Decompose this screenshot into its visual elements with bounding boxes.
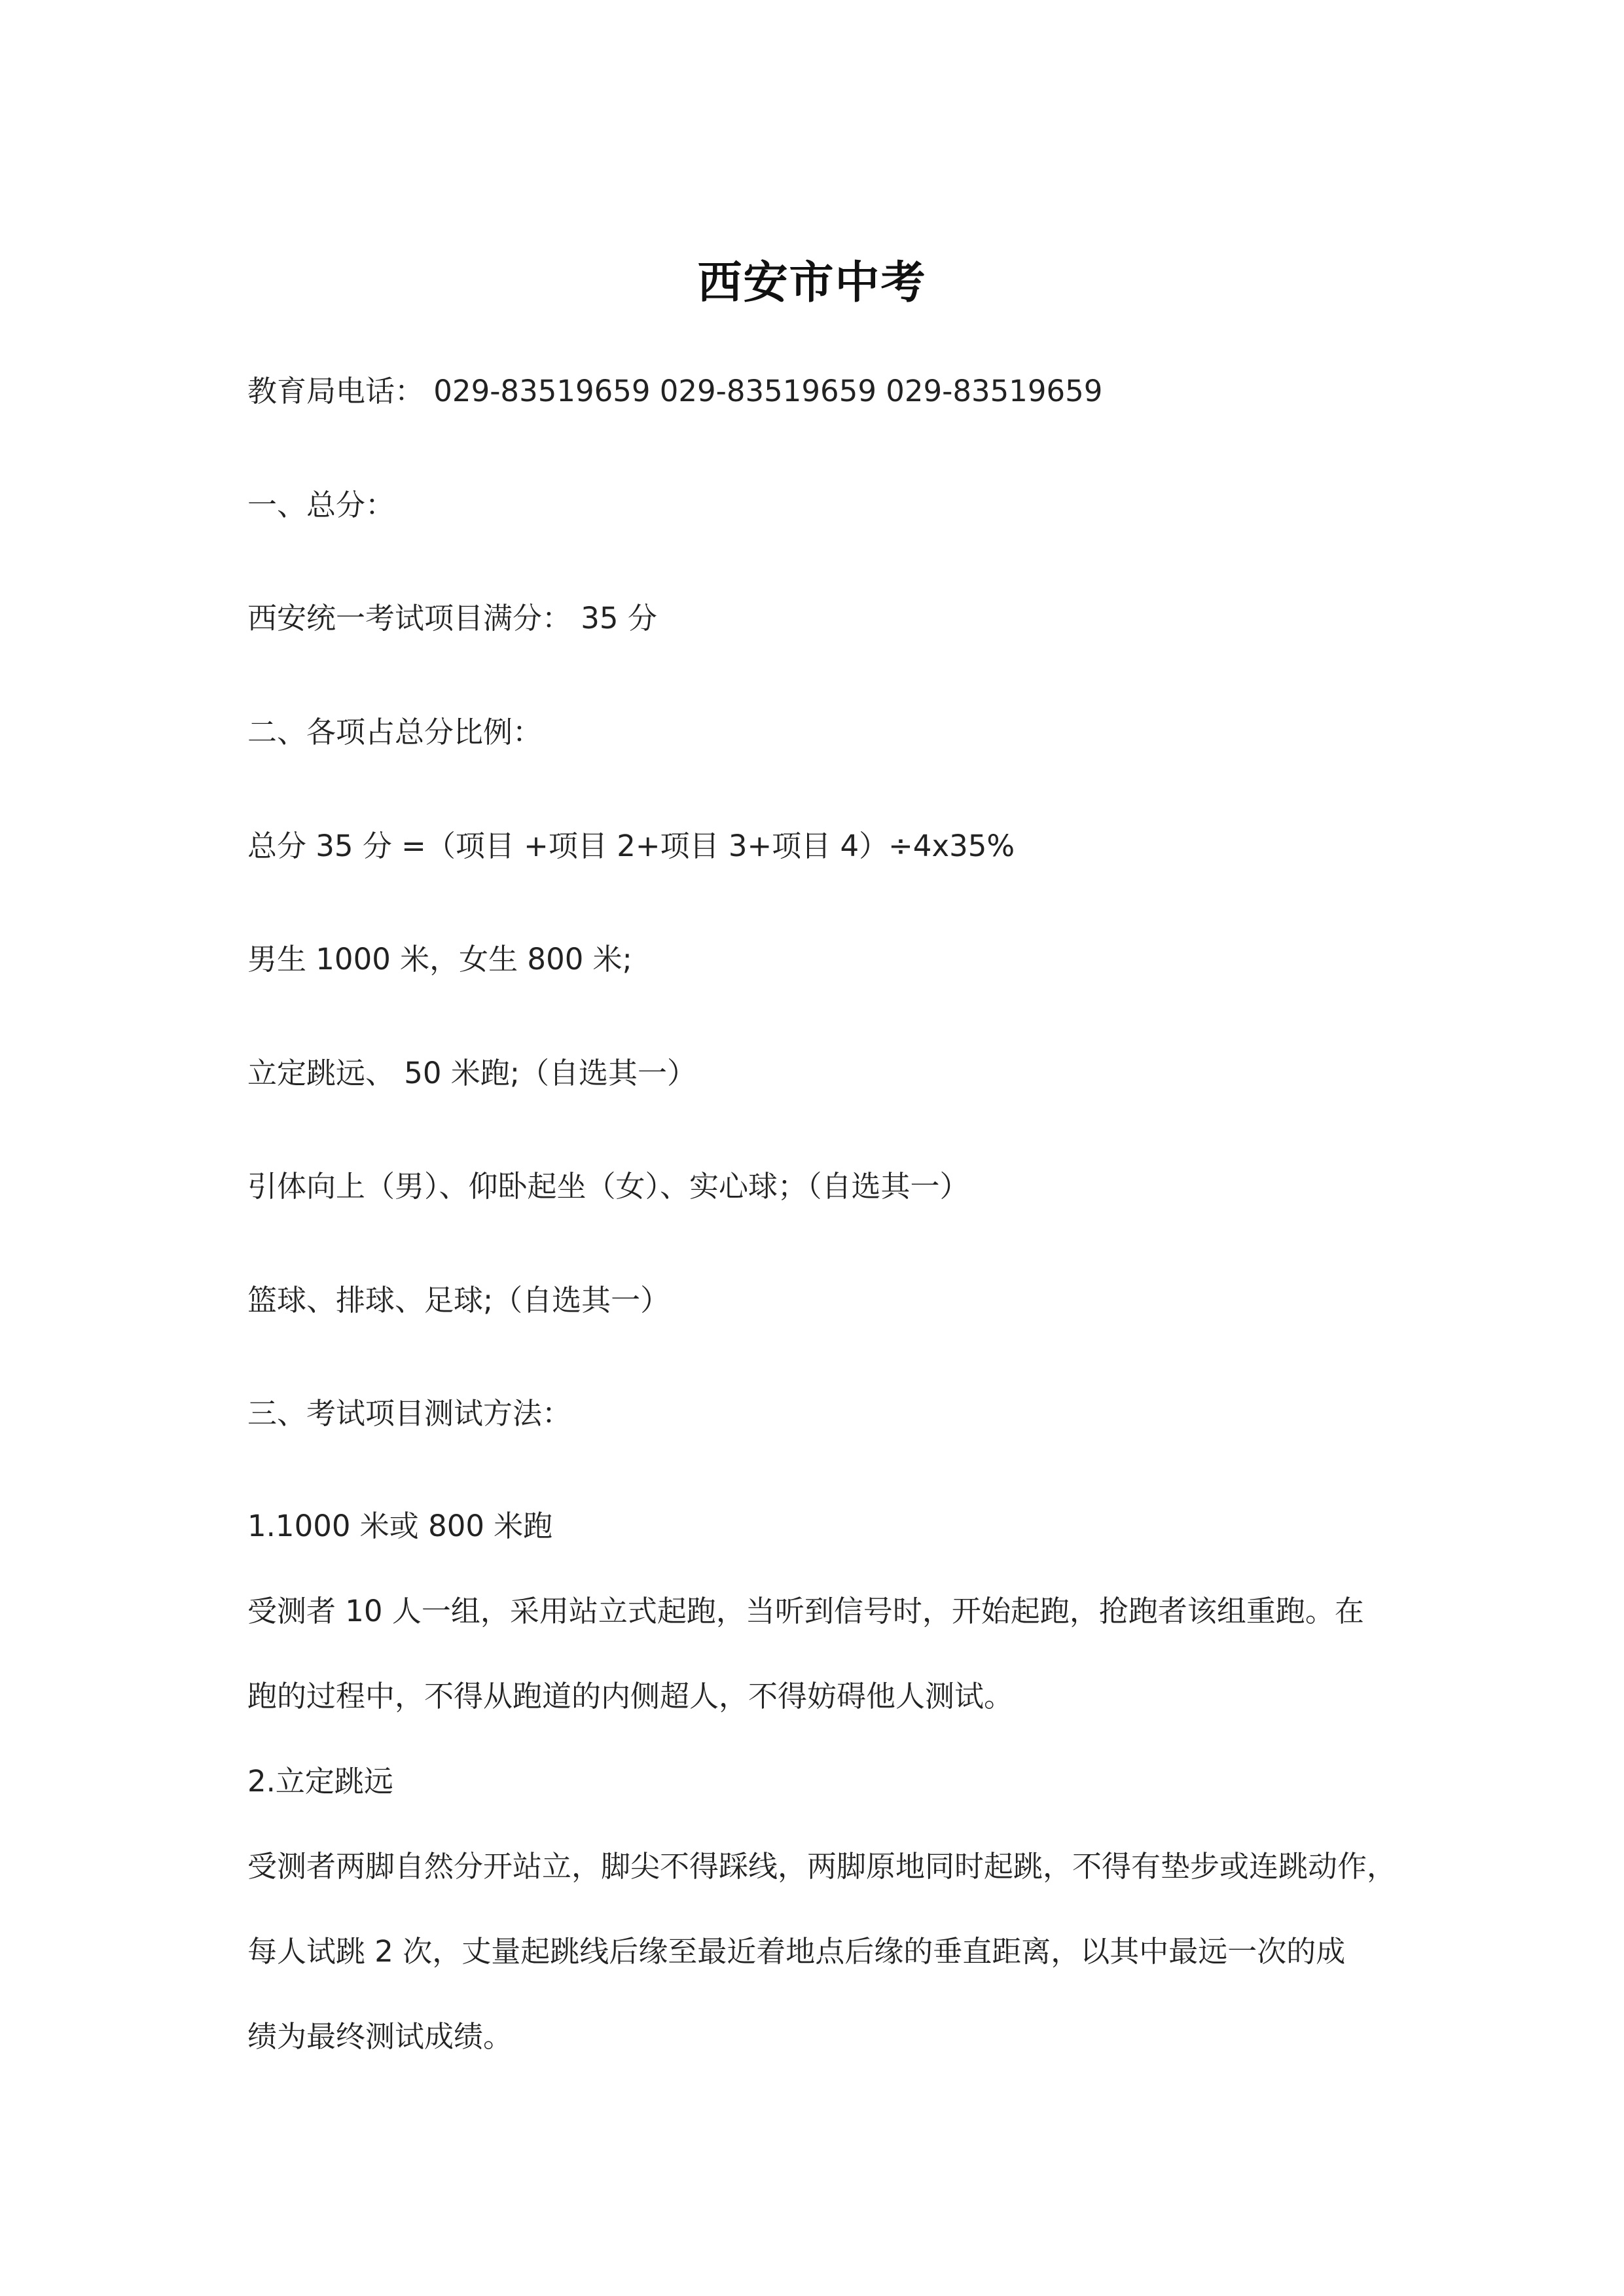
full-score-line: 西安统一考试项目满分： 35 分 (247, 601, 657, 636)
jump-sprint-item-line: 立定跳远、 50 米跑;（自选其一） (247, 1056, 697, 1090)
ball-item-line: 篮球、排球、足球;（自选其一） (247, 1283, 670, 1318)
section-heading-score-ratio: 二、各项占总分比例： (247, 715, 543, 749)
document-title: 西安市中考 (697, 257, 927, 309)
running-method-text: 跑的过程中，不得从跑道的内侧超人，不得妨碍他人测试。 (247, 1679, 1014, 1713)
score-formula-line: 总分 35 分 =（项目 +项目 2+项目 3+项目 4）÷4x35% (247, 829, 1015, 863)
jump-method-text: 受测者两脚自然分开站立，脚尖不得踩线，两脚原地同时起跳，不得有垫步或连跳动作， (247, 1849, 1397, 1884)
phone-line: 教育局电话： 029-83519659 029-83519659 029-83519659 (247, 374, 1103, 408)
running-item-line: 男生 1000 米，女生 800 米; (247, 942, 632, 977)
section-heading-test-methods: 三、考试项目测试方法： (247, 1396, 572, 1431)
jump-method-text: 绩为最终测试成绩。 (247, 2019, 513, 2054)
subheading-running: 1.1000 米或 800 米跑 (247, 1509, 553, 1543)
strength-item-line: 引体向上（男）、仰卧起坐（女）、实心球；（自选其一） (247, 1169, 969, 1204)
section-heading-total-score: 一、总分： (247, 488, 395, 522)
subheading-standing-jump: 2.立定跳远 (247, 1764, 393, 1799)
running-method-text: 受测者 10 人一组，采用站立式起跑，当听到信号时，开始起跑，抢跑者该组重跑。在 (247, 1594, 1364, 1628)
jump-method-text: 每人试跳 2 次，丈量起跳线后缘至最近着地点后缘的垂直距离，以其中最远一次的成 (247, 1934, 1346, 1969)
